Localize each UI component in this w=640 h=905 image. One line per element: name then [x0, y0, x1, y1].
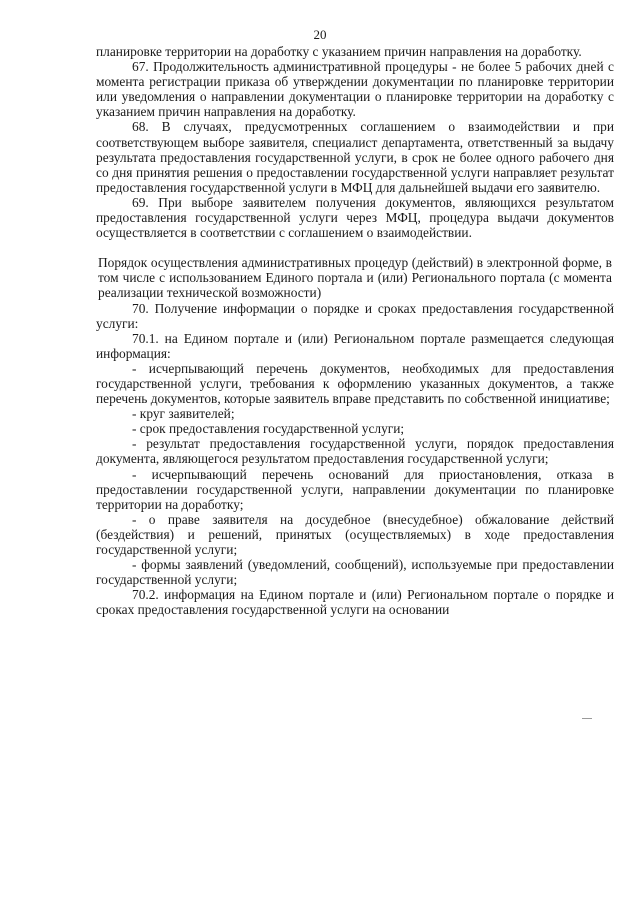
- section-paragraphs: [96, 301, 614, 618]
- paragraph: - результат предоставления государственной услуги, порядок предоставления документа, являющегося результатом предоставления государственной услуги;: [96, 436, 614, 467]
- top-paragraphs: [96, 44, 614, 240]
- paragraph: - круг заявителей;: [132, 406, 235, 422]
- paragraph: - срок предоставления государственной услуги;: [132, 421, 405, 437]
- section-heading: Порядок осуществления административных процедур (действий) в электронной форме, в том числе с использованием Единого портала и (или) Регионального портала (с момента реализации технической возможности): [98, 255, 612, 301]
- paragraph: - исчерпывающий перечень оснований для приостановления, отказа в предоставлении государственной услуги, направлении документации по планировке территории на доработку;: [96, 466, 614, 512]
- paragraph: - исчерпывающий перечень документов, необходимых для предоставления государственной услуги, требования к оформлению указанных документов, а также перечень документов, которые заявитель вправе представить по собственной инициативе;: [96, 360, 614, 407]
- paragraph: 70. Получение информации о порядке и сроках предоставления государственной услуги:: [96, 300, 614, 331]
- paragraph: 70.1. на Едином портале и (или) Региональном портале размещается следующая информация:: [96, 330, 614, 361]
- paragraph: планировке территории на доработку с указанием причин направления на доработку.: [96, 44, 582, 59]
- page-number: 20: [313, 27, 327, 42]
- paragraph: - о праве заявителя на досудебное (внесудебное) обжалование действий (бездействия) и решений, принятых (осуществляемых) в ходе предоставления государственной услуги;: [96, 511, 614, 557]
- paragraph: 68. В случаях, предусмотренных соглашением о взаимодействии и при соответствующем выборе заявителя, специалист департамента, ответственный за выдачу результата предоставления государственной услуги, в срок не более одного рабочего дня со дня принятия решения о предоставлении государственной услуги направляет результат предоставления государственной услуги в МФЦ для дальнейшей выдачи его заявителю.: [96, 119, 614, 195]
- scan-mark: [582, 718, 592, 719]
- paragraph: - формы заявлений (уведомлений, сообщений), используемые при предоставлении государственной услуги;: [96, 557, 614, 588]
- paragraph: 70.2. информация на Едином портале и (или) Региональном портале о порядке и сроках предоставления государственной услуги на основании: [96, 587, 614, 618]
- document-body: [96, 44, 614, 617]
- paragraph: 67. Продолжительность административной процедуры - не более 5 рабочих дней с момента регистрации приказа об утверждении документации по планировке территории или уведомления о направлении документации о планировке территории на доработку с указанием причин направления на доработку.: [96, 59, 614, 120]
- paragraph: 69. При выборе заявителем получения документов, являющихся результатом предоставления государственной услуги через МФЦ, процедура выдачи документов осуществляется в соответствии с соглашением о взаимодействии.: [96, 194, 614, 241]
